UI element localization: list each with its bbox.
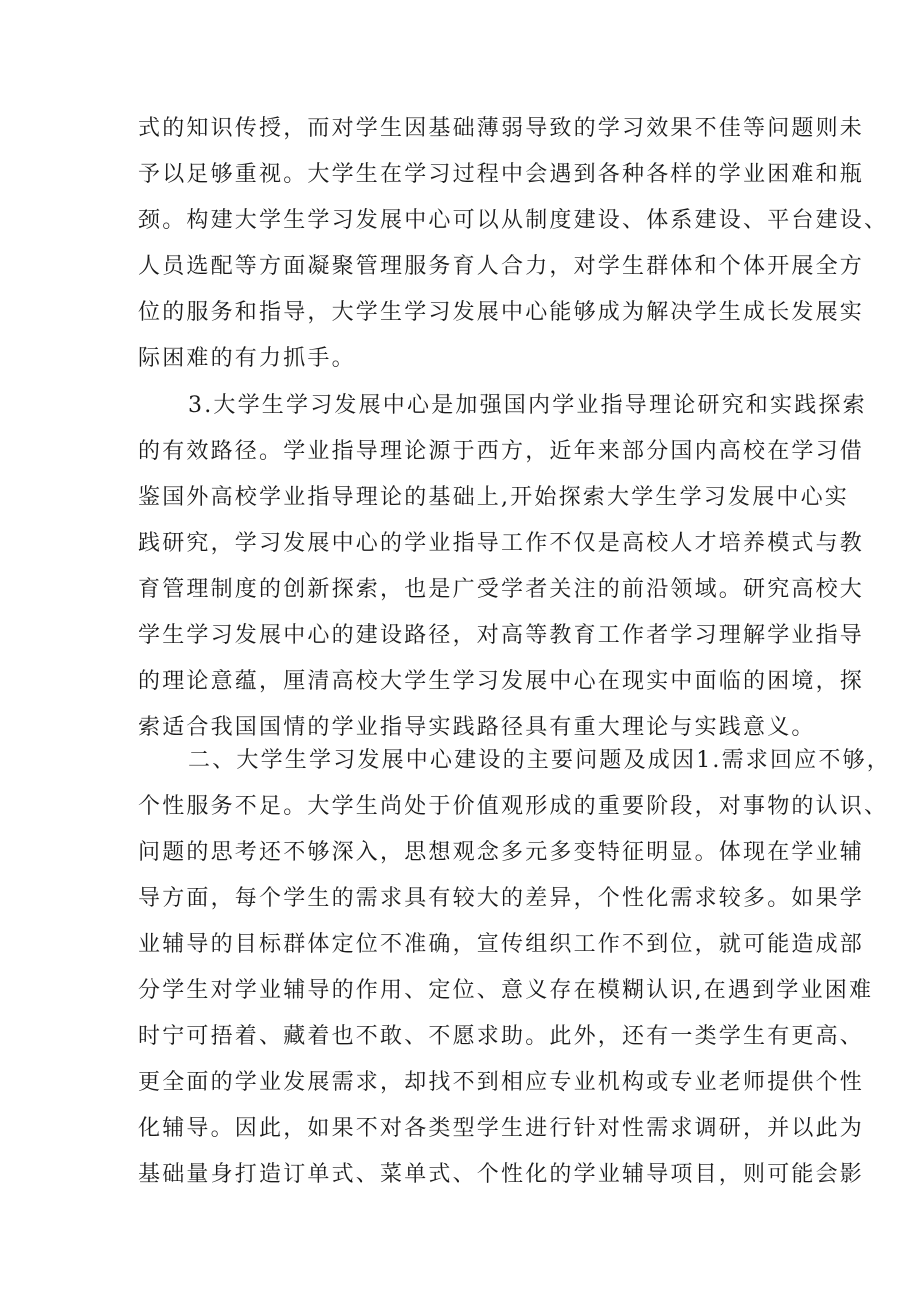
text-line: 二、大学生学习发展中心建设的主要问题及成因1.需求回应不够， [188, 748, 891, 773]
text-line: 鉴国外高校学业指导理论的基础上,开始探索大学生学习发展中心实 [138, 485, 849, 510]
text-line: 3.大学生学习发展中心是加强国内学业指导理论研究和实践探索 [188, 393, 867, 418]
text-line: 更全面的学业发展需求，却找不到相应专业机构或专业老师提供个性 [138, 1070, 865, 1095]
paragraph-3 [138, 738, 891, 1198]
text-line: 分学生对学业辅导的作用、定位、意义存在模糊认识,在遇到学业困难 [138, 978, 874, 1003]
text-line: 个性服务不足。大学生尚处于价值观形成的重要阶段，对事物的认识、 [138, 794, 889, 819]
text-line: 颈。构建大学生学习发展中心可以从制度建设、体系建设、平台建设、 [138, 208, 889, 233]
text-line: 导方面，每个学生的需求具有较大的差异，个性化需求较多。如果学 [138, 886, 865, 911]
text-line: 际困难的有力抓手。 [138, 346, 356, 371]
text-line: 育管理制度的创新探索，也是广受学者关注的前沿领域。研究高校大 [138, 577, 865, 602]
text-line: 时宁可捂着、藏着也不敢、不愿求助。此外，还有一类学生有更高、 [138, 1024, 865, 1049]
text-line: 的有效路径。学业指导理论源于西方，近年来部分国内高校在学习借 [138, 439, 865, 464]
text-line: 基础量身打造订单式、菜单式、个性化的学业辅导项目，则可能会影 [138, 1162, 865, 1187]
text-line: 式的知识传授，而对学生因基础薄弱导致的学习效果不佳等问题则未 [138, 116, 865, 141]
text-line: 问题的思考还不够深入，思想观念多元多变特征明显。体现在学业辅 [138, 840, 865, 865]
text-line: 予以足够重视。大学生在学习过程中会遇到各种各样的学业困难和瓶 [138, 162, 865, 187]
text-line: 业辅导的目标群体定位不准确，宣传组织工作不到位，就可能造成部 [138, 932, 865, 957]
text-line: 学生学习发展中心的建设路径，对高等教育工作者学习理解学业指导 [138, 623, 865, 648]
text-line: 的理论意蕴，厘清高校大学生学习发展中心在现实中面临的困境，探 [138, 669, 865, 694]
text-line: 人员选配等方面凝聚管理服务育人合力，对学生群体和个体开展全方 [138, 254, 865, 279]
text-line: 践研究，学习发展中心的学业指导工作不仅是高校人才培养模式与教 [138, 531, 865, 556]
text-line: 化辅导。因此，如果不对各类型学生进行针对性需求调研，并以此为 [138, 1116, 865, 1141]
text-line: 位的服务和指导，大学生学习发展中心能够成为解决学生成长发展实 [138, 300, 865, 325]
paragraph-2 [138, 383, 867, 751]
text-line: 索适合我国国情的学业指导实践路径具有重大理论与实践意义。 [138, 715, 816, 740]
paragraph-1 [138, 106, 889, 382]
